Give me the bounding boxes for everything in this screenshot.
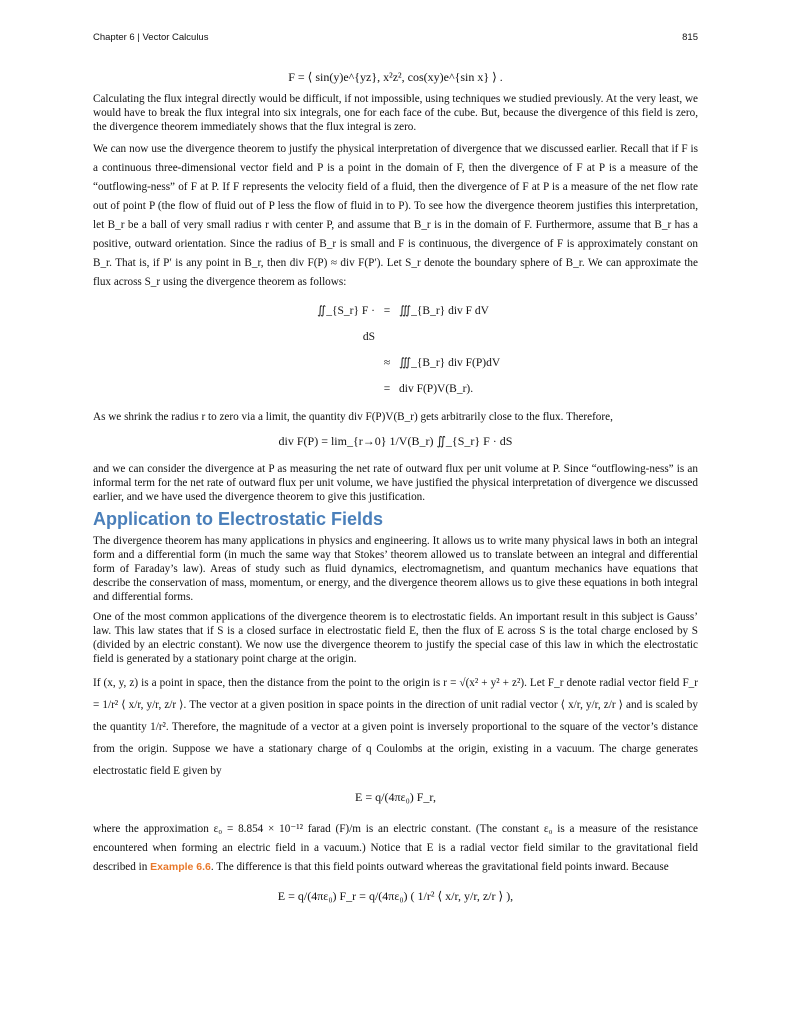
equation-field-expanded: E = q/(4πε₀) F_r = q/(4πε₀) ( 1/r² ⟨ x/r, y/r, z/r ⟩ ), — [277, 889, 514, 903]
page-content — [93, 66, 698, 915]
equation-row: = div F(P)V(B_r). — [383, 383, 474, 395]
paragraph-shrink-radius: As we shrink the radius r to zero via a limit, the quantity div F(P)V(B_r) gets arbitrarily close to the flux. Therefore, — [93, 411, 613, 423]
section-title: Application to Electrostatic Fields — [93, 509, 384, 529]
paragraph-divergence-interpretation: We can now use the divergence theorem to justify the physical interpretation of divergence that we discussed earlier. Recall that if F is a continuous three-dimensional vector field and P is a point in the domain of F, then the divergence of F at P is a measure of the “outflowing-ness” of F at P. If F represents the velocity field of a fluid, then the divergence of F at P is a measure of the net flow rate out of point P (the flow of fluid out of P less the flow of fluid in to P). To see how the divergence theorem justifies this interpretation, let B_r be a ball of very small radius r with center P, and assume that B_r is in the domain of F. Furthermore, assume that B_r has a positive, outward orientation. Since the radius of B_r is small and F is continuous, the divergence of F is approximately constant on B_r. That is, if P′ is any point in B_r, then div F(P) ≈ div F(P′). Let S_r denote the boundary sphere of B_r. We can approximate the flux across S_r using the divergence theorem as follows: — [93, 143, 698, 288]
paragraph-radial-field: If (x, y, z) is a point in space, then the distance from the point to the origin is r = √(x² + y² + z²). Let F_r denote radial vector field F_r = 1/r² ⟨ x/r, y/r, z/r ⟩. The vector at a given position in space points in the direction of unit radial vector ⟨ x/r, y/r, z/r ⟩ and is scaled by the quantity 1/r². Therefore, the magnitude of a vector at a given point is inversely proportional to the square of the vector’s distance from the origin. Suppose we have a stationary charge of q Coulombs at the origin, existing in a vacuum. The charge generates electrostatic field E given by — [93, 677, 698, 777]
paragraph-outflowing: and we can consider the divergence at P as measuring the net rate of outward flux per unit volume at P. Since “outflowing-ness” is an informal term for the net rate of outward flux per unit volume, we have justified the physical interpretation of divergence we discussed earlier, and we have used the divergence theorem to give this justification. — [93, 463, 698, 503]
paragraph-applications: The divergence theorem has many applications in physics and engineering. It allows us to write many physical laws in both an integral form and a differential form (in much the same way that Stokes’ theorem allowed us to translate between an integral and differential form of Faraday’s law). Areas of study such as fluid dynamics, electromagnetism, and quantum mechanics have equations that describe the conservation of mass, momentum, or energy, and the divergence theorem allows us to give these equations in both integral and differential forms. — [93, 535, 698, 603]
paragraph-gauss-law: One of the most common applications of the divergence theorem is to electrostatic fields. An important result in this subject is Gauss’ law. This law states that if S is a closed surface in electrostatic field E, then the flux of E across S is the total charge enclosed by S (divided by an electric constant). We now use the divergence theorem to justify the special case of this law in which the electrostatic field is generated by a stationary point charge at the origin. — [93, 611, 698, 665]
page-header — [93, 32, 698, 43]
equation-div-limit: div F(P) = lim_{r→0} 1/V(B_r) ∬_{S_r} F · dS — [278, 434, 513, 448]
paragraph-electric-constant: where the approximation ε₀ = 8.854 × 10⁻¹² farad (F)/m is an electric constant. (The constant ε₀ is a measure of the resistance encountered when forming an electric field in a vacuum.) Notice that E is a radial vector field similar to the gravitational field described in Example 6.6. The difference is that this field points outward whereas the gravitational field points inward. Because — [93, 823, 698, 873]
equation-electrostatic-field: E = q/(4πε₀) F_r, — [355, 790, 436, 804]
equation-row: ≈ ∭_{B_r} div F(P)dV — [383, 357, 501, 369]
equation-field-f: F = ⟨ sin(y)e^{yz}, x²z², cos(xy)e^{sin x} ⟩ . — [288, 70, 503, 84]
page-number: 815 — [682, 32, 698, 43]
chapter-title: Chapter 6 | Vector Calculus — [93, 32, 209, 43]
example-6-6-link[interactable]: Example 6.6 — [150, 861, 211, 873]
equation-row: ∬_{S_r} F · dS = ∭_{B_r} div F dV — [317, 305, 489, 343]
paragraph-flux-intro: Calculating the flux integral directly would be difficult, if not impossible, using techniques we studied previously. At the very least, we would have to break the flux integral into six integrals, one for each face of the cube. But, because the divergence of this field is zero, the divergence theorem immediately shows that the flux integral is zero. — [93, 93, 698, 133]
equation-block-divergence — [315, 298, 698, 402]
